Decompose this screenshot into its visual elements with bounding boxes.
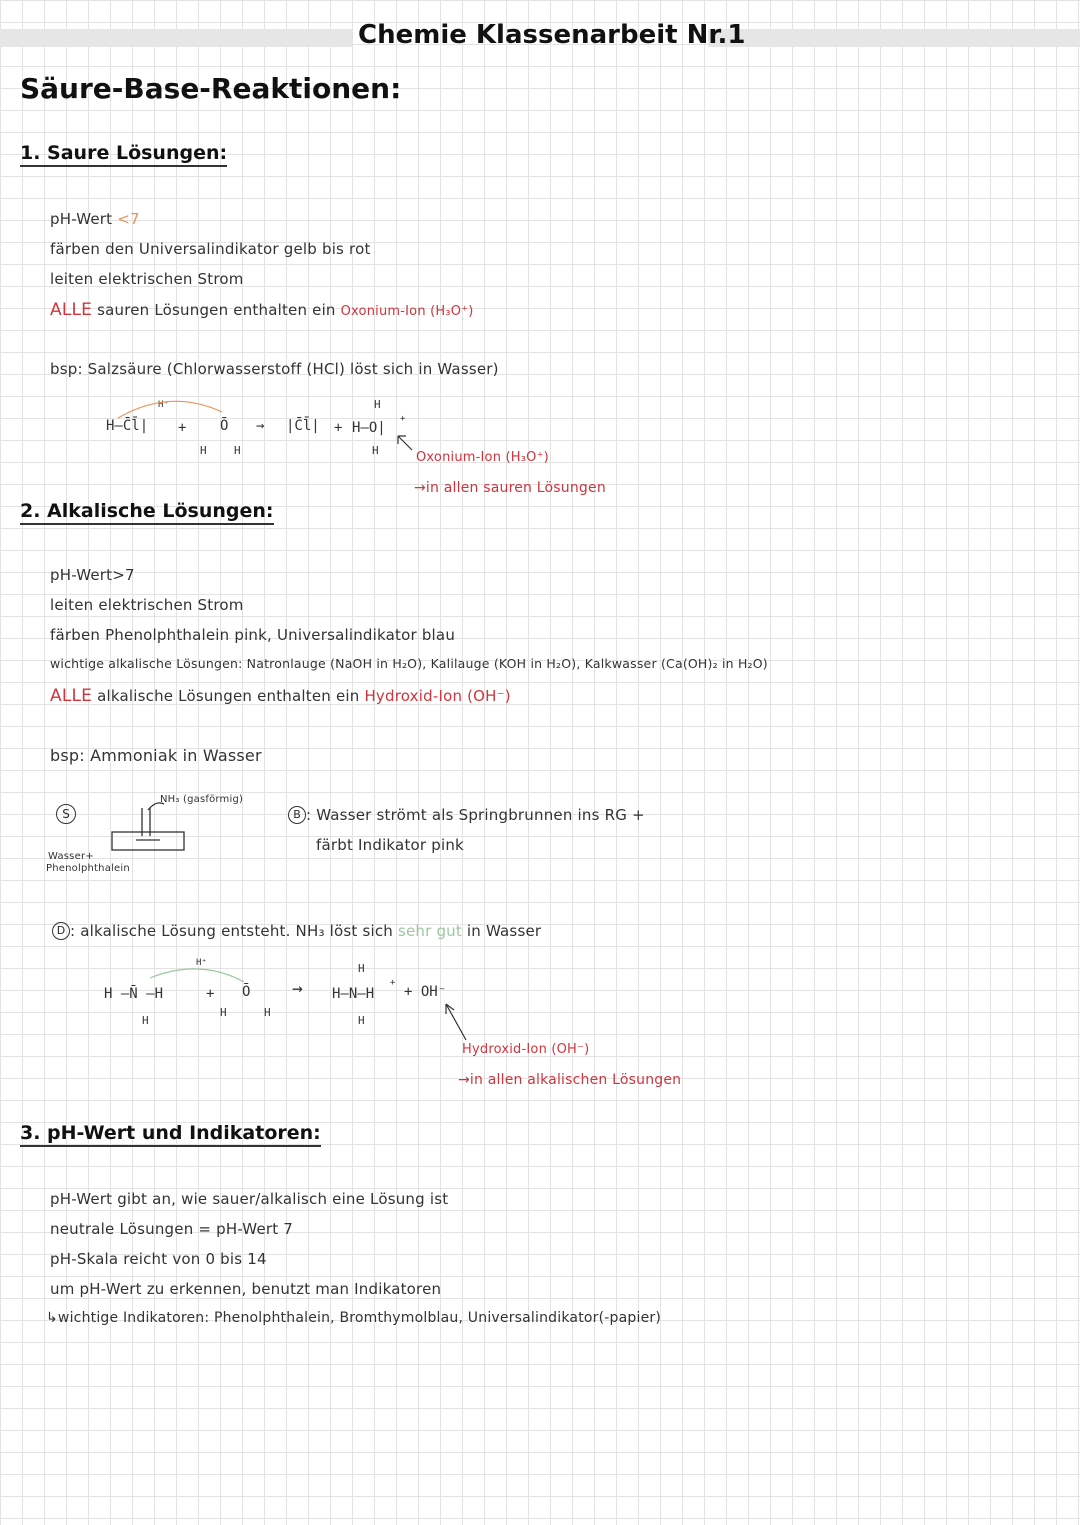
- eq1-chloride: |C̄l̄|: [286, 418, 320, 434]
- s3-bullet-5: ↳wichtige Indikatoren: Phenolphthalein, Bromthymolblau, Universalindikator(-papier): [46, 1310, 661, 1326]
- eq1-label: Oxonium-Ion (H₃O⁺): [416, 450, 549, 465]
- eq1-note: →in allen sauren Lösungen: [414, 480, 606, 496]
- s3-bullet-3: pH-Skala reicht von 0 bis 14: [50, 1250, 267, 1268]
- eq2-nh-bottom: H: [358, 1014, 365, 1027]
- eq2-water-o: Ō: [242, 984, 251, 1000]
- s3-bullet-1: pH-Wert gibt an, wie sauer/alkalisch eine Lösung ist: [50, 1190, 449, 1208]
- eq2-ammonium: H–N–H: [332, 986, 375, 1002]
- s1-example: bsp: Salzsäure (Chlorwasserstoff (HCl) löst sich in Wasser): [50, 360, 499, 378]
- eq1-h-bottom: H: [372, 444, 379, 457]
- s1-bullet-indicator: färben den Universalindikator gelb bis rot: [50, 240, 371, 258]
- s2-example: bsp: Ammoniak in Wasser: [50, 746, 262, 765]
- s1-bullet-ph: pH-Wert <7: [50, 210, 140, 228]
- eq2-note: →in allen alkalischen Lösungen: [458, 1072, 682, 1088]
- s1-bullet-oxonium: ALLE sauren Lösungen enthalten ein Oxonium-Ion (H₃O⁺): [50, 300, 474, 320]
- s2-bullet-hydroxide: ALLE alkalische Lösungen enthalten ein Hydroxid-Ion (OH⁻): [50, 686, 511, 706]
- eq1-plus2: +: [334, 420, 343, 436]
- s2-bullet-solutions: wichtige alkalische Lösungen: Natronlauge (NaOH in H₂O), Kalilauge (KOH in H₂O), Kalkwasser (Ca(OH)₂ in H₂O): [50, 656, 768, 671]
- page-title: Chemie Klassenarbeit Nr.1: [358, 20, 746, 50]
- b-text-1: : Wasser strömt als Springbrunnen ins RG +: [306, 806, 645, 824]
- s3-bullet-4: um pH-Wert zu erkennen, benutzt man Indikatoren: [50, 1280, 442, 1298]
- flask-label-2: Phenolphthalein: [46, 863, 130, 874]
- eq1-hplus: H⁺: [158, 400, 169, 410]
- eq1-plus: +: [178, 420, 187, 436]
- eq1-oxonium: H–O|: [352, 420, 386, 436]
- eq1-pointer-arrow: [398, 436, 412, 450]
- d-text: : alkalische Lösung entsteht. NH₃ löst sich sehr gut in Wasser: [70, 922, 542, 940]
- d-marker-icon: D: [52, 922, 70, 940]
- gas-label: NH₃ (gasförmig): [160, 794, 244, 805]
- eq2-transfer-arrow: [150, 969, 244, 982]
- s2-bullet-ph: pH-Wert>7: [50, 566, 135, 584]
- s2-bullet-current: leiten elektrischen Strom: [50, 596, 244, 614]
- eq2-arrow: →: [292, 978, 303, 999]
- section3-heading: 3. pH-Wert und Indikatoren:: [20, 1122, 321, 1147]
- section2-heading: 2. Alkalische Lösungen:: [20, 500, 274, 525]
- eq1-water-h2: H: [234, 444, 241, 457]
- eq1-charge: +: [400, 414, 406, 424]
- eq2-nh-top: H: [358, 962, 365, 975]
- eq2-pointer-arrow: [446, 1004, 466, 1040]
- s-marker-icon: S: [56, 804, 76, 824]
- s1-bullet-current: leiten elektrischen Strom: [50, 270, 244, 288]
- eq2-hydroxide: + OH⁻: [404, 984, 447, 1000]
- main-heading: Säure-Base-Reaktionen:: [20, 72, 402, 105]
- eq2-ammonia: H –N̄ –H: [104, 986, 164, 1002]
- s2-bullet-indicator: färben Phenolphthalein pink, Universalindikator blau: [50, 626, 456, 644]
- eq2-plus: +: [206, 986, 215, 1002]
- eq1-h-top: H: [374, 398, 381, 411]
- eq2-water-h1: H: [220, 1006, 227, 1019]
- flask-apparatus: [112, 803, 184, 850]
- section1-heading: 1. Saure Lösungen:: [20, 142, 227, 167]
- eq1-arrow: →: [256, 418, 265, 434]
- eq2-ammonia-h: H: [142, 1014, 149, 1027]
- eq2-label: Hydroxid-Ion (OH⁻): [462, 1042, 590, 1057]
- eq1-hcl: H–C̄l̄|: [106, 418, 149, 434]
- eq1-transfer-arrow: [118, 401, 222, 418]
- eq2-hplus: H⁺: [196, 958, 207, 968]
- b-text-2: färbt Indikator pink: [316, 836, 464, 854]
- flask-label-1: Wasser+: [48, 851, 94, 862]
- b-marker-icon: B: [288, 806, 306, 824]
- eq1-water-o: Ō: [220, 418, 229, 434]
- eq1-water-h1: H: [200, 444, 207, 457]
- eq2-charge: +: [390, 978, 396, 988]
- eq2-water-h2: H: [264, 1006, 271, 1019]
- s3-bullet-2: neutrale Lösungen = pH-Wert 7: [50, 1220, 294, 1238]
